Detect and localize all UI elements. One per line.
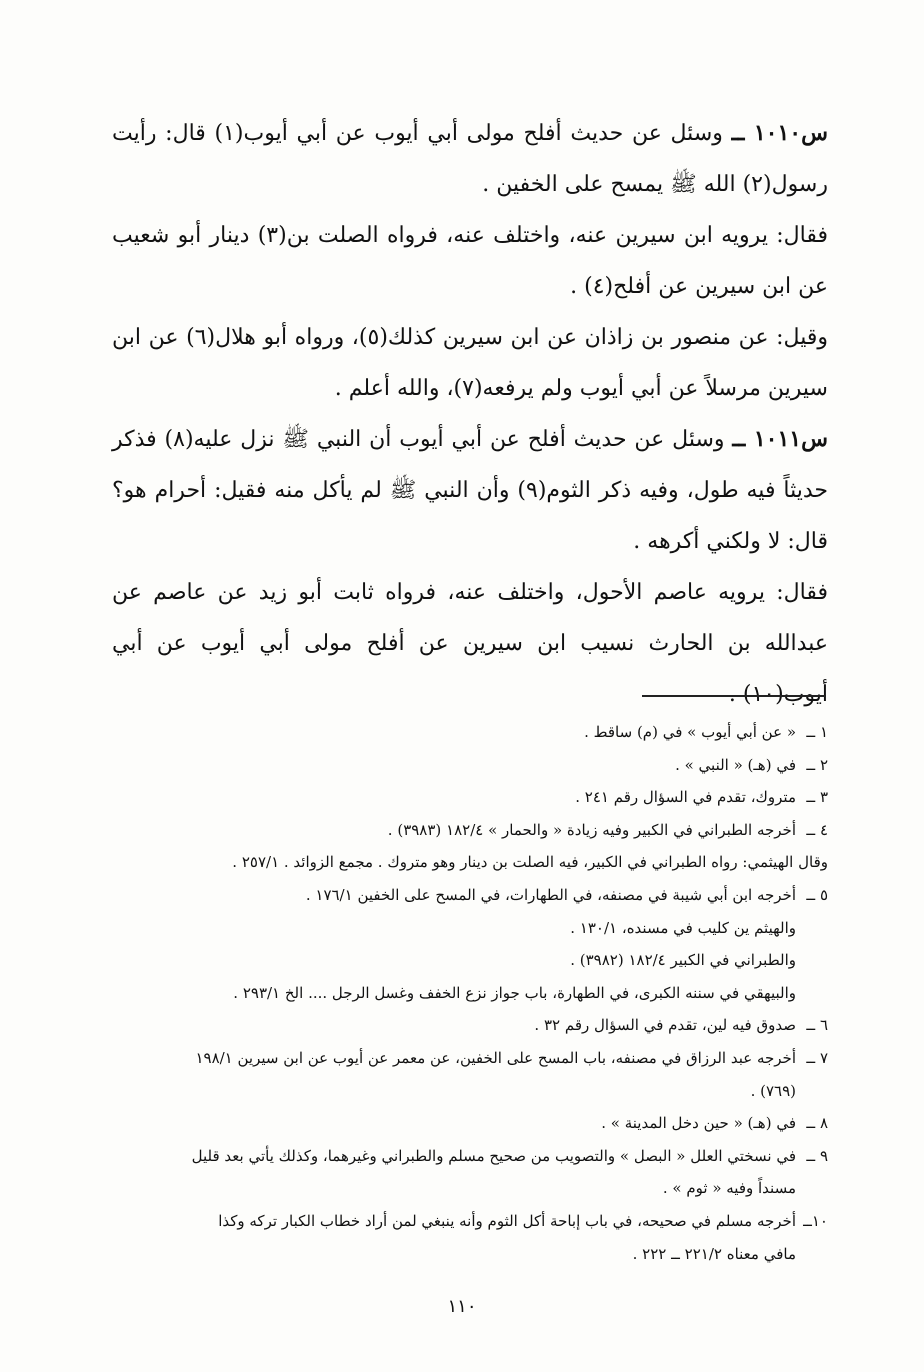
footnote-text — [112, 1009, 796, 1042]
footnote-text — [112, 716, 796, 749]
footnote-text — [112, 977, 796, 1010]
footnote — [112, 749, 828, 782]
footnotes — [112, 716, 828, 1270]
footnote-line: (٧٦٩) . — [750, 1081, 796, 1100]
footnote-text — [112, 944, 796, 977]
main-text — [112, 108, 828, 720]
question-number: س١٠١٠ ــ — [731, 120, 828, 146]
footnote — [112, 879, 828, 912]
footnote-text — [112, 879, 796, 912]
footnote-continuation — [112, 944, 828, 977]
footnote — [112, 814, 828, 847]
paragraph — [112, 414, 828, 567]
footnote-line: أخرجه الطبراني في الكبير وفيه زيادة « والحمار » ١٨٢/٤ (٣٩٨٣) . — [387, 820, 796, 839]
footnote-separator — [642, 695, 826, 697]
footnote-line: في نسختي العلل « البصل » والتصويب من صحيح مسلم والطبراني وغيرهما، وكذلك يأتي بعد قليل — [191, 1146, 796, 1165]
footnote-number: ٢ ــ — [806, 755, 828, 774]
footnote-number: ٣ ــ — [806, 788, 828, 807]
footnote-number: ١ ــ — [806, 723, 828, 741]
paragraph — [112, 312, 828, 414]
footnote — [112, 781, 828, 814]
footnote-continuation — [112, 846, 828, 879]
footnote-text — [112, 1107, 796, 1140]
footnote-line: « عن أبي أيوب » في (م) ساقط . — [584, 723, 796, 741]
footnote-number: ٤ ــ — [806, 820, 828, 839]
footnote-text — [112, 912, 796, 945]
footnote-number: ٩ ــ — [806, 1146, 828, 1165]
footnote-line: أخرجه ابن أبي شيبة في مصنفه، في الطهارات، في المسح على الخفين ١٧٦/١ . — [305, 885, 796, 904]
footnote-text — [112, 781, 796, 814]
footnote — [112, 1009, 828, 1042]
footnote-continuation — [112, 977, 828, 1010]
footnote-line: مافي معناه ٢٢١/٢ ــ ٢٢٢ . — [632, 1244, 796, 1263]
footnote-number: ٧ ــ — [806, 1048, 828, 1067]
question-number: س١٠١١ ــ — [732, 426, 828, 452]
paragraph-text: وقيل: عن منصور بن زاذان عن ابن سيرين كذلك(٥)، ورواه أبو هلال(٦) عن ابن سيرين مرسلاً عن أبي أيوب ولم يرفعه(٧)، والله أعلم . — [112, 325, 828, 401]
footnote — [112, 1140, 828, 1205]
footnote — [112, 1042, 828, 1107]
footnote-text — [112, 749, 796, 782]
footnote-line: صدوق فيه لين، تقدم في السؤال رقم ٣٢ . — [534, 1016, 796, 1035]
footnote-line: متروك، تقدم في السؤال رقم ٢٤١ . — [575, 788, 796, 807]
footnote-line: والبيهقي في سننه الكبرى، في الطهارة، باب جواز نزع الخفف وغسل الرجل .... الخ ٢٩٣/١ . — [233, 983, 796, 1002]
footnote-continuation — [112, 912, 828, 945]
footnote-line: أخرجه مسلم في صحيحه، في باب إباحة أكل الثوم وأنه ينبغي لمن أراد خطاب الكبار تركه وكذا — [218, 1211, 796, 1230]
footnote-number: ١٠ــ — [803, 1211, 828, 1230]
footnote-line: وقال الهيثمي: رواه الطبراني في الكبير، فيه الصلت بن دينار وهو متروك . مجمع الزوائد . ٢٥٧/١ . — [232, 853, 828, 872]
paragraph — [112, 567, 828, 720]
page-number: ١١٠ — [447, 1296, 477, 1317]
footnote-text — [112, 1205, 796, 1270]
footnote — [112, 716, 828, 749]
footnote — [112, 1205, 828, 1270]
paragraph-text: وسئل عن حديث أفلح مولى أبي أيوب عن أبي أيوب(١) قال: رأيت رسول(٢) الله ﷺ يمسح على الخفين . — [112, 121, 828, 197]
footnote-number: ٥ ــ — [806, 885, 828, 904]
footnote-line: أخرجه عبد الرزاق في مصنفه، باب المسح على الخفين، عن معمر عن أيوب عن ابن سيرين ١٩٨/١ — [195, 1048, 796, 1067]
footnote-text — [112, 1042, 796, 1107]
footnote-line: والهيثم ين كليب في مسنده، ١٣٠/١ . — [570, 918, 796, 937]
footnote-line: مسنداً وفيه « ثوم » . — [662, 1179, 796, 1198]
footnote-line: في (هـ) « النبي » . — [675, 755, 796, 774]
paragraph — [112, 210, 828, 312]
footnote-number: ٨ ــ — [806, 1114, 828, 1133]
footnote-line: في (هـ) « حين دخل المدينة » . — [601, 1114, 796, 1133]
footnote-text — [112, 1140, 796, 1205]
footnote-number: ٦ ــ — [806, 1016, 828, 1035]
paragraph-text: فقال: يرويه عاصم الأحول، واختلف عنه، فرواه ثابت أبو زيد عن عاصم عن عبدالله بن الحارث نسيب ابن سيرين عن أفلح مولى أبي أيوب عن أبي أيوب(١٠) . — [112, 580, 828, 707]
footnote — [112, 1107, 828, 1140]
footnote-text — [112, 814, 796, 847]
footnote-line: والطبراني في الكبير ١٨٢/٤ (٣٩٨٢) . — [570, 951, 796, 970]
paragraph-text: فقال: يرويه ابن سيرين عنه، واختلف عنه، فرواه الصلت بن(٣) دينار أبو شعيب عن ابن سيرين عن أفلح(٤) . — [112, 223, 828, 299]
paragraph — [112, 108, 828, 210]
footnote-text — [112, 846, 828, 879]
paragraph-text: وسئل عن حديث أفلح عن أبي أيوب أن النبي ﷺ نزل عليه(٨) فذكر حديثاً فيه طول، وفيه ذكر الثوم(٩) وأن النبي ﷺ لم يأكل منه فقيل: أحرام هو؟ قال: لا ولكني أكرهه . — [112, 427, 829, 554]
